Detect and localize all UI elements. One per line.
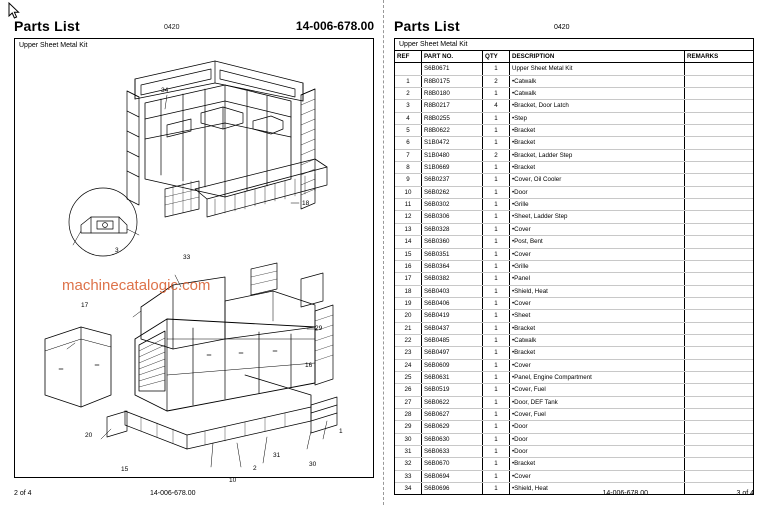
cell-ref: 13 [395,223,422,235]
cell-ref: 20 [395,310,422,322]
cell-remarks [685,137,754,149]
cell-qty: 1 [483,174,510,186]
cell-qty: 1 [483,260,510,272]
cell-qty: 2 [483,75,510,87]
cell-description: •Post, Bent [510,236,685,248]
table-row [395,347,753,359]
cell-qty: 1 [483,446,510,458]
cell-description: •Cover, Oil Cooler [510,174,685,186]
cell-remarks [685,408,754,420]
column-header-remarks: REMARKS [685,51,754,63]
cell-part-number: S1B0669 [422,162,483,174]
cell-qty: 1 [483,137,510,149]
cell-ref: 23 [395,347,422,359]
cell-qty: 1 [483,384,510,396]
cell-part-number: S6B0364 [422,260,483,272]
cell-part-number: R8B0175 [422,75,483,87]
cell-remarks [685,359,754,371]
table-row [395,174,753,186]
table-row [395,88,753,100]
cell-ref: 29 [395,421,422,433]
svg-text:33: 33 [183,254,191,261]
cell-description: •Bracket, Ladder Step [510,149,685,161]
cell-ref: 4 [395,112,422,124]
cell-qty: 1 [483,236,510,248]
cell-description: •Door [510,186,685,198]
cell-description: •Catwalk [510,88,685,100]
cell-qty: 1 [483,248,510,260]
cell-ref: 14 [395,236,422,248]
cell-ref: 24 [395,359,422,371]
cell-part-number: S6B0519 [422,384,483,396]
cell-part-number: S6B0671 [422,63,483,75]
cell-description: •Grille [510,260,685,272]
cell-remarks [685,75,754,87]
cell-part-number: S6B0609 [422,359,483,371]
right-page-header [394,8,754,34]
cell-ref: 8 [395,162,422,174]
cell-ref: 18 [395,285,422,297]
svg-text:31: 31 [273,452,281,459]
cell-description: •Step [510,112,685,124]
cell-part-number: S6B0631 [422,371,483,383]
table-row [395,125,753,137]
cell-ref: 11 [395,199,422,211]
cell-description: •Cover [510,223,685,235]
svg-text:34: 34 [161,87,169,94]
table-row [395,63,753,75]
cell-description: •Sheet [510,310,685,322]
cell-qty: 1 [483,322,510,334]
cell-ref: 10 [395,186,422,198]
cell-remarks [685,433,754,445]
cell-description: •Cover, Fuel [510,408,685,420]
figure-panel [14,38,374,484]
page-title: Parts List [14,18,80,34]
cell-remarks [685,470,754,482]
cell-qty: 1 [483,421,510,433]
cell-ref: 17 [395,273,422,285]
cell-description: •Bracket [510,458,685,470]
table-row [395,248,753,260]
table-row [395,334,753,346]
cell-qty: 1 [483,211,510,223]
cell-qty: 2 [483,149,510,161]
table-row [395,211,753,223]
cell-part-number: S6B0406 [422,297,483,309]
cell-part-number: S6B0485 [422,334,483,346]
cell-qty: 1 [483,470,510,482]
right-footer-doc: 14-006-678.00 [602,490,648,497]
upper-sheet-metal-kit-illustration [15,39,375,484]
column-header-description: DESCRIPTION [510,51,685,63]
svg-text:17: 17 [81,302,89,309]
cell-ref [395,63,422,75]
cell-description: •Door [510,446,685,458]
cell-remarks [685,396,754,408]
table-row [395,199,753,211]
cell-description: •Cover, Fuel [510,384,685,396]
table-row [395,285,753,297]
cell-qty: 1 [483,433,510,445]
cell-qty: 1 [483,458,510,470]
cell-remarks [685,285,754,297]
cell-ref: 31 [395,446,422,458]
cell-remarks [685,112,754,124]
cell-qty: 1 [483,199,510,211]
cell-ref: 25 [395,371,422,383]
table-row [395,408,753,420]
cell-ref: 3 [395,100,422,112]
figure-caption: Upper Sheet Metal Kit [19,42,88,49]
table-row [395,75,753,87]
cell-part-number: R8B0180 [422,88,483,100]
cell-part-number: S6B0670 [422,458,483,470]
cell-ref: 32 [395,458,422,470]
cell-description: •Shield, Heat [510,483,685,495]
cell-remarks [685,273,754,285]
cell-qty: 1 [483,63,510,75]
cell-description: Upper Sheet Metal Kit [510,63,685,75]
cell-part-number: S6B0262 [422,186,483,198]
cell-qty: 1 [483,125,510,137]
cell-description: •Bracket [510,347,685,359]
cell-qty: 1 [483,186,510,198]
cell-qty: 1 [483,112,510,124]
cell-qty: 1 [483,483,510,495]
left-page-header [14,8,374,34]
cell-remarks [685,347,754,359]
svg-text:20: 20 [85,432,93,439]
cell-ref: 28 [395,408,422,420]
cell-ref: 12 [395,211,422,223]
table-row [395,273,753,285]
cell-part-number: S6B0382 [422,273,483,285]
left-footer-doc: 14-006-678.00 [150,490,196,497]
cell-part-number: S6B0351 [422,248,483,260]
cell-description: •Bracket [510,322,685,334]
cell-description: •Catwalk [510,75,685,87]
table-row [395,186,753,198]
cell-ref: 2 [395,88,422,100]
cell-qty: 4 [483,100,510,112]
table-row [395,359,753,371]
cell-qty: 1 [483,396,510,408]
table-row [395,149,753,161]
cell-part-number: S6B0306 [422,211,483,223]
cell-part-number: S6B0437 [422,322,483,334]
cell-remarks [685,458,754,470]
cell-description: •Bracket [510,125,685,137]
cell-qty: 1 [483,223,510,235]
cell-remarks [685,260,754,272]
cell-ref: 27 [395,396,422,408]
table-row [395,446,753,458]
table-row [395,396,753,408]
cell-ref: 1 [395,75,422,87]
page-divider [383,0,384,505]
table-row [395,421,753,433]
table-row [395,483,753,495]
cell-qty: 1 [483,359,510,371]
table-row [395,162,753,174]
cell-remarks [685,421,754,433]
cell-qty: 1 [483,88,510,100]
cell-description: •Bracket [510,162,685,174]
table-row [395,137,753,149]
cell-part-number: S6B0622 [422,396,483,408]
cell-remarks [685,322,754,334]
page-title-right: Parts List [394,18,460,34]
cell-part-number: R8B0217 [422,100,483,112]
table-header-row [395,51,753,63]
parts-table-subtitle: Upper Sheet Metal Kit [395,39,753,51]
cell-part-number: S6B0419 [422,310,483,322]
svg-text:10: 10 [229,477,237,484]
left-footer-page: 2 of 4 [14,490,32,497]
cell-part-number: S1B0472 [422,137,483,149]
cell-remarks [685,384,754,396]
table-row [395,112,753,124]
cell-part-number: S6B0403 [422,285,483,297]
cell-qty: 1 [483,273,510,285]
cell-description: •Panel, Engine Compartment [510,371,685,383]
cell-description: •Cover [510,248,685,260]
cell-remarks [685,236,754,248]
cell-part-number: R8B0622 [422,125,483,137]
cell-qty: 1 [483,285,510,297]
cell-qty: 1 [483,310,510,322]
cell-qty: 1 [483,297,510,309]
column-header-qty: QTY [483,51,510,63]
section-code: 0420 [164,24,180,31]
cell-ref: 34 [395,483,422,495]
column-header-part: PART NO. [422,51,483,63]
cell-remarks [685,174,754,186]
cell-qty: 1 [483,347,510,359]
cell-description: •Sheet, Ladder Step [510,211,685,223]
cell-part-number: S6B0328 [422,223,483,235]
table-row [395,470,753,482]
cell-description: •Door [510,421,685,433]
section-code-right: 0420 [554,24,570,31]
cell-ref: 9 [395,174,422,186]
cell-part-number: S6B0237 [422,174,483,186]
cell-part-number: S1B0480 [422,149,483,161]
cell-description: •Bracket, Door Latch [510,100,685,112]
table-row [395,433,753,445]
cell-description: •Shield, Heat [510,285,685,297]
document-number: 14-006-678.00 [295,19,374,33]
cell-remarks [685,446,754,458]
cell-ref: 21 [395,322,422,334]
right-footer-page: 3 of 4 [736,490,754,497]
cell-part-number: S6B0633 [422,446,483,458]
cell-part-number: R8B0255 [422,112,483,124]
cell-part-number: S6B0629 [422,421,483,433]
cell-description: •Catwalk [510,334,685,346]
svg-text:18: 18 [302,200,310,207]
cell-remarks [685,297,754,309]
cell-remarks [685,63,754,75]
cell-remarks [685,223,754,235]
figure-callout-numbers [81,87,343,484]
cell-description: •Panel [510,273,685,285]
cell-ref: 33 [395,470,422,482]
cell-ref: 6 [395,137,422,149]
table-row [395,100,753,112]
cell-remarks [685,310,754,322]
cell-ref: 19 [395,297,422,309]
cell-ref: 5 [395,125,422,137]
cell-description: •Bracket [510,137,685,149]
cell-part-number: S6B0360 [422,236,483,248]
cell-ref: 16 [395,260,422,272]
table-row [395,322,753,334]
cell-ref: 30 [395,433,422,445]
svg-text:29: 29 [315,325,323,332]
table-row [395,236,753,248]
cell-remarks [685,371,754,383]
cell-part-number: S6B0696 [422,483,483,495]
svg-text:2: 2 [253,465,257,472]
table-row [395,223,753,235]
parts-table [395,51,753,494]
cell-ref: 7 [395,149,422,161]
cell-remarks [685,186,754,198]
cell-qty: 1 [483,371,510,383]
cell-remarks [685,211,754,223]
cell-description: •Door [510,433,685,445]
cell-ref: 15 [395,248,422,260]
cell-remarks [685,199,754,211]
cell-ref: 26 [395,384,422,396]
cell-description: •Door, DEF Tank [510,396,685,408]
table-row [395,384,753,396]
table-row [395,458,753,470]
table-row [395,310,753,322]
cell-qty: 1 [483,334,510,346]
cell-remarks [685,248,754,260]
cell-part-number: S6B0627 [422,408,483,420]
right-page [384,0,768,505]
svg-text:16: 16 [305,362,313,369]
table-row [395,260,753,272]
cell-part-number: S6B0630 [422,433,483,445]
column-header-ref: REF [395,51,422,63]
parts-table-panel [394,38,754,495]
svg-text:30: 30 [309,461,317,468]
svg-text:15: 15 [121,466,129,473]
cell-description: •Cover [510,359,685,371]
cell-remarks [685,162,754,174]
svg-text:3: 3 [115,247,119,254]
table-row [395,297,753,309]
watermark: machinecatalogic.com [62,277,211,294]
cell-remarks [685,88,754,100]
cell-remarks [685,125,754,137]
cell-part-number: S6B0694 [422,470,483,482]
svg-text:1: 1 [339,428,343,435]
table-row [395,371,753,383]
cell-ref: 22 [395,334,422,346]
cell-qty: 1 [483,162,510,174]
cell-remarks [685,149,754,161]
cell-remarks [685,100,754,112]
cell-description: •Grille [510,199,685,211]
cell-qty: 1 [483,408,510,420]
cell-description: •Cover [510,470,685,482]
cell-part-number: S6B0302 [422,199,483,211]
cell-remarks [685,334,754,346]
cell-description: •Cover [510,297,685,309]
cell-part-number: S6B0497 [422,347,483,359]
